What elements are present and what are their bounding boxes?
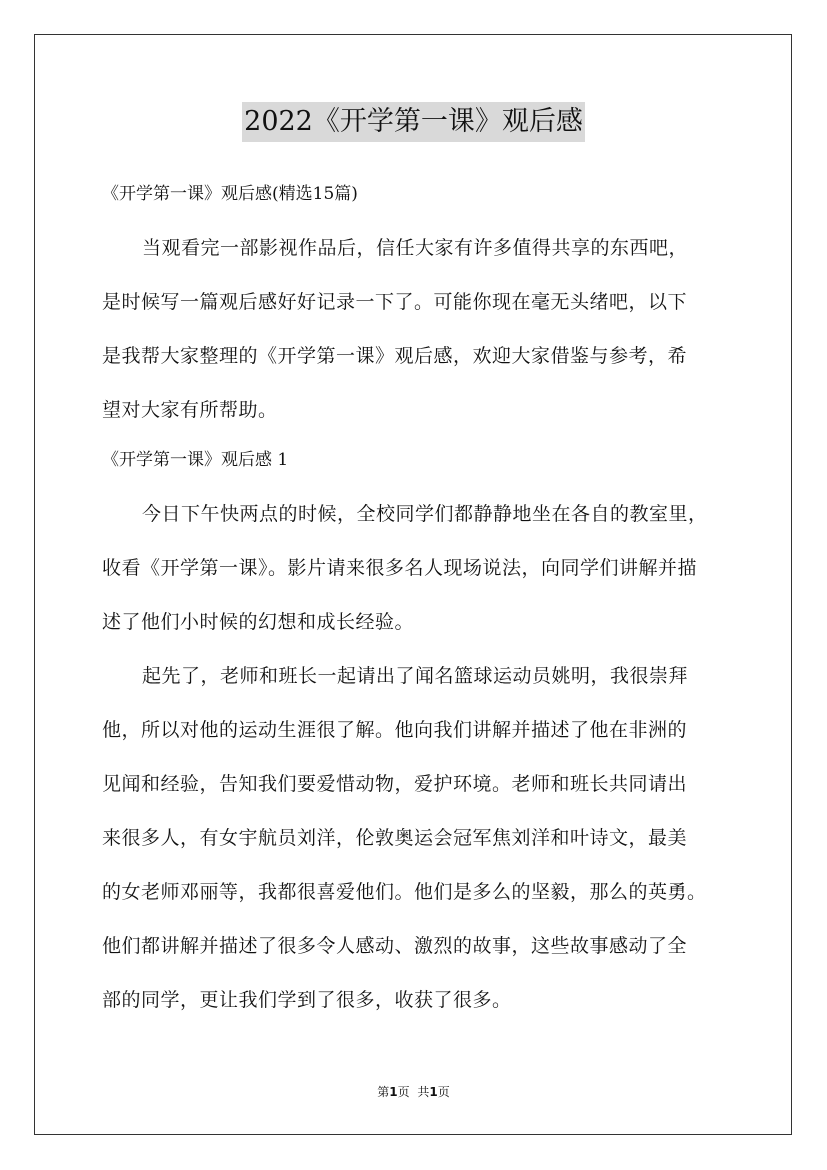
paragraph-line: 他们都讲解并描述了很多令人感动、激烈的故事，这些故事感动了全 xyxy=(102,935,688,957)
paragraph-line: 来很多人，有女宇航员刘洋，伦敦奥运会冠军焦刘洋和叶诗文，最美 xyxy=(102,827,688,849)
paragraph-line: 部的同学，更让我们学到了很多，收获了很多。 xyxy=(102,989,512,1011)
section-heading: 《开学第一课》观后感 1 xyxy=(102,450,289,470)
page-footer xyxy=(0,1083,827,1100)
intro-line: 当观看完一部影视作品后，信任大家有许多值得共享的东西吧， xyxy=(142,237,689,259)
document-body xyxy=(102,177,742,1027)
footer-total-unit: 页 xyxy=(437,1085,450,1099)
paragraph-line: 今日下午快两点的时候，全校同学们都静静地坐在各自的教室里， xyxy=(142,503,708,525)
paragraph-line: 见闻和经验，告知我们要爱惜动物，爱护环境。老师和班长共同请出 xyxy=(102,773,688,795)
paragraph-line: 他，所以对他的运动生涯很了解。他向我们讲解并描述了他在非洲的 xyxy=(102,719,688,741)
intro-line: 是时候写一篇观后感好好记录一下了。可能你现在毫无头绪吧，以下 xyxy=(102,291,688,313)
document-subtitle: 《开学第一课》观后感(精选15篇) xyxy=(102,184,358,204)
footer-total-number: 1 xyxy=(429,1085,438,1099)
paragraph-1 xyxy=(102,487,742,649)
title-wrap xyxy=(0,102,827,142)
paragraph-line: 收看《开学第一课》。影片请来很多名人现场说法，向同学们讲解并描 xyxy=(102,557,698,579)
intro-paragraph xyxy=(102,221,742,437)
footer-page-number: 1 xyxy=(389,1085,398,1099)
footer-page-prefix: 第 xyxy=(377,1085,390,1099)
intro-line: 望对大家有所帮助。 xyxy=(102,399,278,421)
intro-line: 是我帮大家整理的《开学第一课》观后感，欢迎大家借鉴与参考，希 xyxy=(102,345,688,367)
paragraph-line: 起先了，老师和班长一起请出了闻名篮球运动员姚明，我很崇拜 xyxy=(142,665,689,687)
paragraph-2 xyxy=(102,649,742,1027)
paragraph-line: 述了他们小时候的幻想和成长经验。 xyxy=(102,611,415,633)
footer-page-unit: 页 xyxy=(397,1085,410,1099)
footer-total-prefix: 共 xyxy=(417,1085,430,1099)
document-title: 2022《开学第一课》观后感 xyxy=(242,102,585,142)
paragraph-line: 的女老师邓丽等，我都很喜爱他们。他们是多么的坚毅，那么的英勇。 xyxy=(102,881,707,903)
